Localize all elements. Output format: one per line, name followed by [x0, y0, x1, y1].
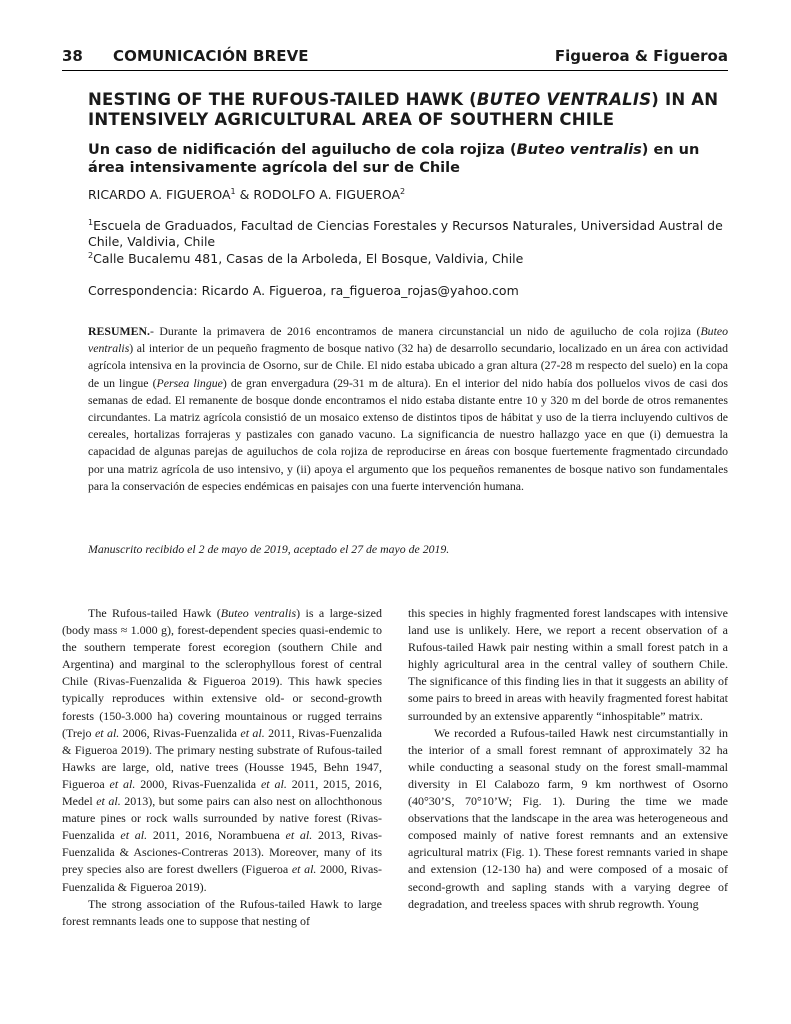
affiliation	[88, 251, 728, 267]
title-es-part: ) en un área intensivamente agrícola del sur de Chile	[88, 142, 700, 176]
affiliation-marker: 2	[400, 186, 406, 196]
citation-et-al: et al.	[120, 828, 148, 843]
abstract	[88, 323, 728, 495]
body-text: 2006, Rivas-Fuenzalida	[119, 725, 241, 740]
body-paragraph: The strong association of the Rufous-tailed Hawk to large forest remnants leads one to suppose that nesting of	[62, 896, 382, 928]
section-label: COMUNICACIÓN BREVE	[113, 47, 309, 65]
body-text: 2011, 2016, Norambuena	[147, 828, 286, 843]
species-name: Buteo ventralis	[220, 606, 297, 620]
author-name: RICARDO A. FIGUEROA	[88, 187, 231, 202]
body-paragraph: this species in highly fragmented forest landscapes with intensive land use is unlikely. Here, we report a recent observation of a Rufous-tailed Hawk pair nesting within a small forest patch in a highly agricultural area in the central valley of southern Chile. The significance of this finding lies in that it suggests an ability of some pairs to breed in areas with heavily fragmented forest habitat surrounded by an extensive apparently “inhospitable” matrix.	[408, 606, 728, 723]
body-text: 2011, 2015, 2016, Medel	[62, 776, 382, 809]
affiliation-marker: 1	[88, 217, 94, 227]
body-text: The Rufous-tailed Hawk (	[88, 606, 221, 620]
title-en-part: ) IN AN INTENSIVELY AGRICULTURAL AREA OF SOUTHERN CHILE	[88, 90, 719, 129]
article-title-spanish	[88, 141, 728, 177]
title-en-part: NESTING OF THE RUFOUS-TAILED HAWK (	[88, 90, 477, 109]
title-en-species: BUTEO VENTRALIS	[476, 90, 652, 109]
body-text: 2000, Rivas-Fuenzalida & Figueroa 2019).	[62, 862, 382, 894]
affiliation	[88, 218, 728, 250]
running-header	[62, 40, 728, 71]
body-text: 2013), but some pairs can also nest on allochthonous mature pines or rock walls surrounded by native forest (Rivas-Fuenzalida	[62, 794, 382, 843]
abstract-species: Persea lingue	[156, 375, 223, 390]
author-joiner: &	[235, 187, 254, 202]
body-column-right	[408, 605, 728, 1005]
author-list	[88, 187, 728, 203]
manuscript-dates: Manuscrito recibido el 2 de mayo de 2019, aceptado el 27 de mayo de 2019.	[88, 542, 450, 556]
abstract-text: ) al interior de un pequeño fragmento de bosque nativo (32 ha) de desarrollo secundario, localizado en un área con actividad agrícola intensiva en la provincia de Osorno, sur de Chile. El nido estaba ubicado a gran altura (27-28 m respecto del suelo) en la copa de un lingue (	[88, 341, 728, 390]
page-number: 38	[62, 47, 83, 65]
citation-et-al: et al.	[96, 794, 121, 809]
abstract-species: Buteo ventralis	[88, 324, 728, 356]
affiliation-text: Calle Bucalemu 481, Casas de la Arboleda, El Bosque, Valdivia, Chile	[93, 251, 524, 266]
body-paragraph	[62, 605, 382, 896]
citation-et-al: et al.	[240, 725, 265, 740]
citation-et-al: et al.	[260, 776, 287, 791]
body-text: 2011, Rivas-Fuenzalida & Figueroa 2019). The primary nesting substrate of Rufous-tailed Hawks are large, old, native trees (Housse 1945, Behn 1947, Figueroa	[62, 725, 382, 791]
affiliation-marker: 1	[230, 186, 236, 196]
affiliation-text: Escuela de Graduados, Facultad de Ciencias Forestales y Recursos Naturales, Universidad Austral de Chile, Valdivia, Chile	[88, 218, 723, 249]
article-title-english	[88, 90, 728, 130]
citation-et-al: et al.	[109, 776, 136, 791]
title-es-species: Buteo ventralis	[516, 142, 642, 158]
citation-et-al: et al.	[291, 862, 317, 877]
abstract-text: - Durante la primavera de 2016 encontramos de manera circunstancial un nido de aguilucho de cola rojiza (	[149, 324, 701, 338]
abstract-text: ) de gran envergadura (29-31 m de altura). En el interior del nido había dos polluelos vivos de casi dos semanas de edad. El remanente de bosque donde encontramos el nido estaba distante entre 10 y 320 m del borde de otros remanentes circundantes. La matriz agrícola consistió de un mosaico extenso de distintos tipos de hábitat y uso de la tierra incluyendo cultivos de cereales, hortalizas forrajeras y pastizales con ganado vacuno. La significancia de nuestro hallazgo yace en que (i) demuestra la capacidad de algunas parejas de aguiluchos de cola rojiza de reproducirse en áreas con bosque fuertemente fragmentado circundado por una matriz agrícola de uso intensivo, y (ii) apoya el argumento que los pequeños remanentes de bosque nativo son fundamentales para la conservación de especies endémicas en paisajes con una fuerte intervención humana.	[88, 375, 728, 493]
abstract-label: RESUMEN.	[88, 324, 150, 338]
body-column-left	[62, 605, 382, 1005]
affiliation-marker: 2	[88, 250, 94, 260]
citation-et-al: et al.	[94, 725, 120, 740]
running-authors: Figueroa & Figueroa	[554, 47, 728, 65]
title-es-part: Un caso de nidificación del aguilucho de cola rojiza (	[88, 142, 517, 158]
body-text: ) is a large-sized (body mass ≈ 1.000 g), forest-dependent species quasi-endemic to the southern temperate forest ecoregion (southern Chile and Argentina) and marginal to the sclerophyllous forest of central Chile (Rivas-Fuenzalida & Figueroa 2019). This hawk species typically reproduces within extensive old- or second-growth forests (150-3.000 ha) covering mountainous or rugged terrains (Trejo	[62, 606, 382, 740]
correspondence: Correspondencia: Ricardo A. Figueroa, ra_figueroa_rojas@yahoo.com	[88, 283, 519, 298]
body-text: 2013, Rivas-Fuenzalida & Asciones-Contreras 2013). Moreover, many of its prey species also are forest dwellers (Figueroa	[62, 828, 382, 877]
citation-et-al: et al.	[285, 828, 313, 843]
body-paragraph: We recorded a Rufous-tailed Hawk nest circumstantially in the interior of a small forest remnant of approximately 32 ha while conducting a seasonal study on the forest small-mammal diversity in El Calabozo farm, 9 km northwest of Osorno (40°30’S, 70°10’W; Fig. 1). During the time we made observations that the landscape in the area was heterogeneous and composed mainly of native forest remnants and an extensive agricultural matrix (Fig. 1). These forest remnants varied in shape and extension (12-130 ha) and were composed of a mosaic of second-growth and sapling stands with a varying degree of degradation, and treeless spaces with shrub regrowth. Young	[408, 725, 728, 911]
author-name: RODOLFO A. FIGUEROA	[253, 187, 401, 202]
body-text: 2000, Rivas-Fuenzalida	[135, 776, 261, 791]
